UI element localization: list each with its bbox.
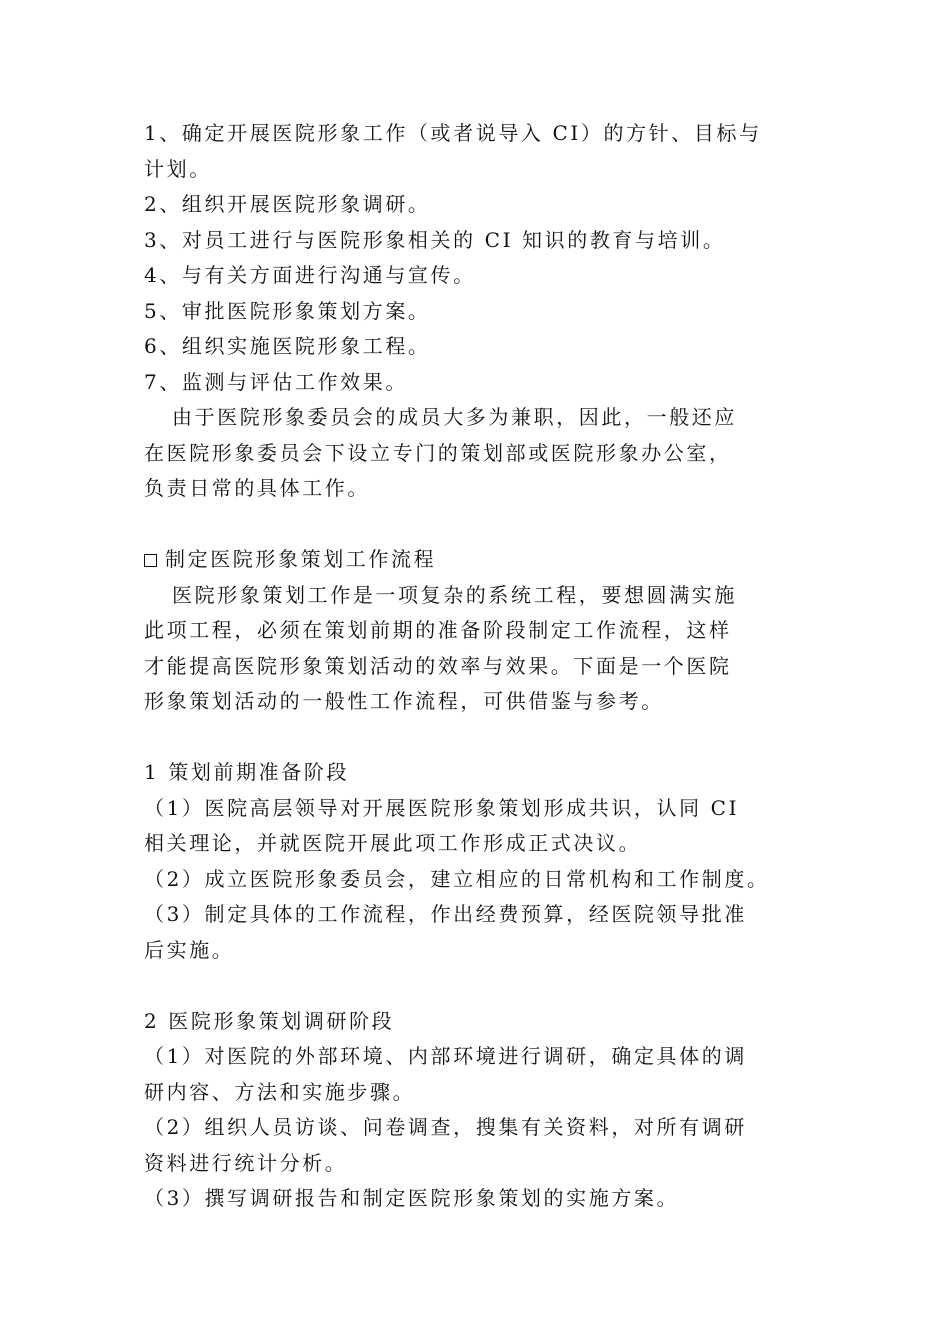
stage-2-line: 研内容、方法和实施步骤。 (144, 1079, 416, 1104)
paragraph-line: 此项工程，必须在策划前期的准备阶段制定工作流程，这样 (144, 618, 732, 642)
document-page (144, 116, 812, 1217)
stage-1-line: 相关理论，并就医院开展此项工作形成正式决议。 (144, 831, 642, 855)
paragraph-line: 由于医院形象委员会的成员大多为兼职，因此，一般还应 (172, 405, 737, 429)
paragraph-line: 才能提高医院形象策划活动的效率与效果。下面是一个医院 (144, 653, 732, 678)
duties-list (144, 116, 812, 400)
list-item-1-line-2: 计划。 (144, 156, 212, 181)
list-item-5: 5、审批医院形象策划方案。 (144, 298, 431, 323)
stage-2-line: （2）组织人员访谈、问卷调查，搜集有关资料，对所有调研 (144, 1115, 747, 1139)
checkbox-square-icon (144, 554, 157, 567)
stage-1-line: （3）制定具体的工作流程，作出经费预算，经医院领导批准 (144, 902, 747, 926)
list-item-2: 2、组织开展医院形象调研。 (144, 192, 431, 216)
stage-2-line: （1）对医院的外部环境、内部环境进行调研，确定具体的调 (144, 1044, 747, 1068)
section-heading (144, 542, 812, 578)
list-item-6: 6、组织实施医院形象工程。 (144, 334, 431, 358)
paragraph-committee (144, 400, 812, 507)
stage-2 (144, 1004, 812, 1217)
paragraph-line: 在医院形象委员会下设立专门的策划部或医院形象办公室， (144, 440, 732, 465)
list-item-1-line-1: 1、确定开展医院形象工作（或者说导入 CI）的方针、目标与 (144, 121, 762, 145)
stage-1-heading: 1 策划前期准备阶段 (144, 760, 350, 784)
paragraph-line: 医院形象策划工作是一项复杂的系统工程，要想圆满实施 (172, 582, 737, 607)
paragraph-line: 形象策划活动的一般性工作流程，可供借鉴与参考。 (144, 689, 664, 713)
stage-1-line: （1）医院高层领导对开展医院形象策划形成共识，认同 CI (144, 795, 740, 820)
list-item-7: 7、监测与评估工作效果。 (144, 369, 408, 394)
stage-2-line: （3）撰写调研报告和制定医院形象策划的实施方案。 (144, 1186, 680, 1210)
stage-2-line: 资料进行统计分析。 (144, 1150, 348, 1175)
list-item-3: 3、对员工进行与医院形象相关的 CI 知识的教育与培训。 (144, 227, 726, 252)
paragraph-workflow-intro (144, 578, 812, 720)
stage-1-line: 后实施。 (144, 937, 235, 962)
blank-line (144, 720, 812, 756)
paragraph-line: 负责日常的具体工作。 (144, 476, 370, 500)
list-item-4: 4、与有关方面进行沟通与宣传。 (144, 263, 476, 287)
blank-line (144, 507, 812, 543)
blank-line (144, 968, 812, 1004)
stage-2-heading: 2 医院形象策划调研阶段 (144, 1008, 395, 1033)
stage-1 (144, 755, 812, 968)
section-title: 制定医院形象策划工作流程 (165, 547, 437, 571)
stage-1-line: （2）成立医院形象委员会，建立相应的日常机构和工作制度。 (144, 866, 770, 891)
